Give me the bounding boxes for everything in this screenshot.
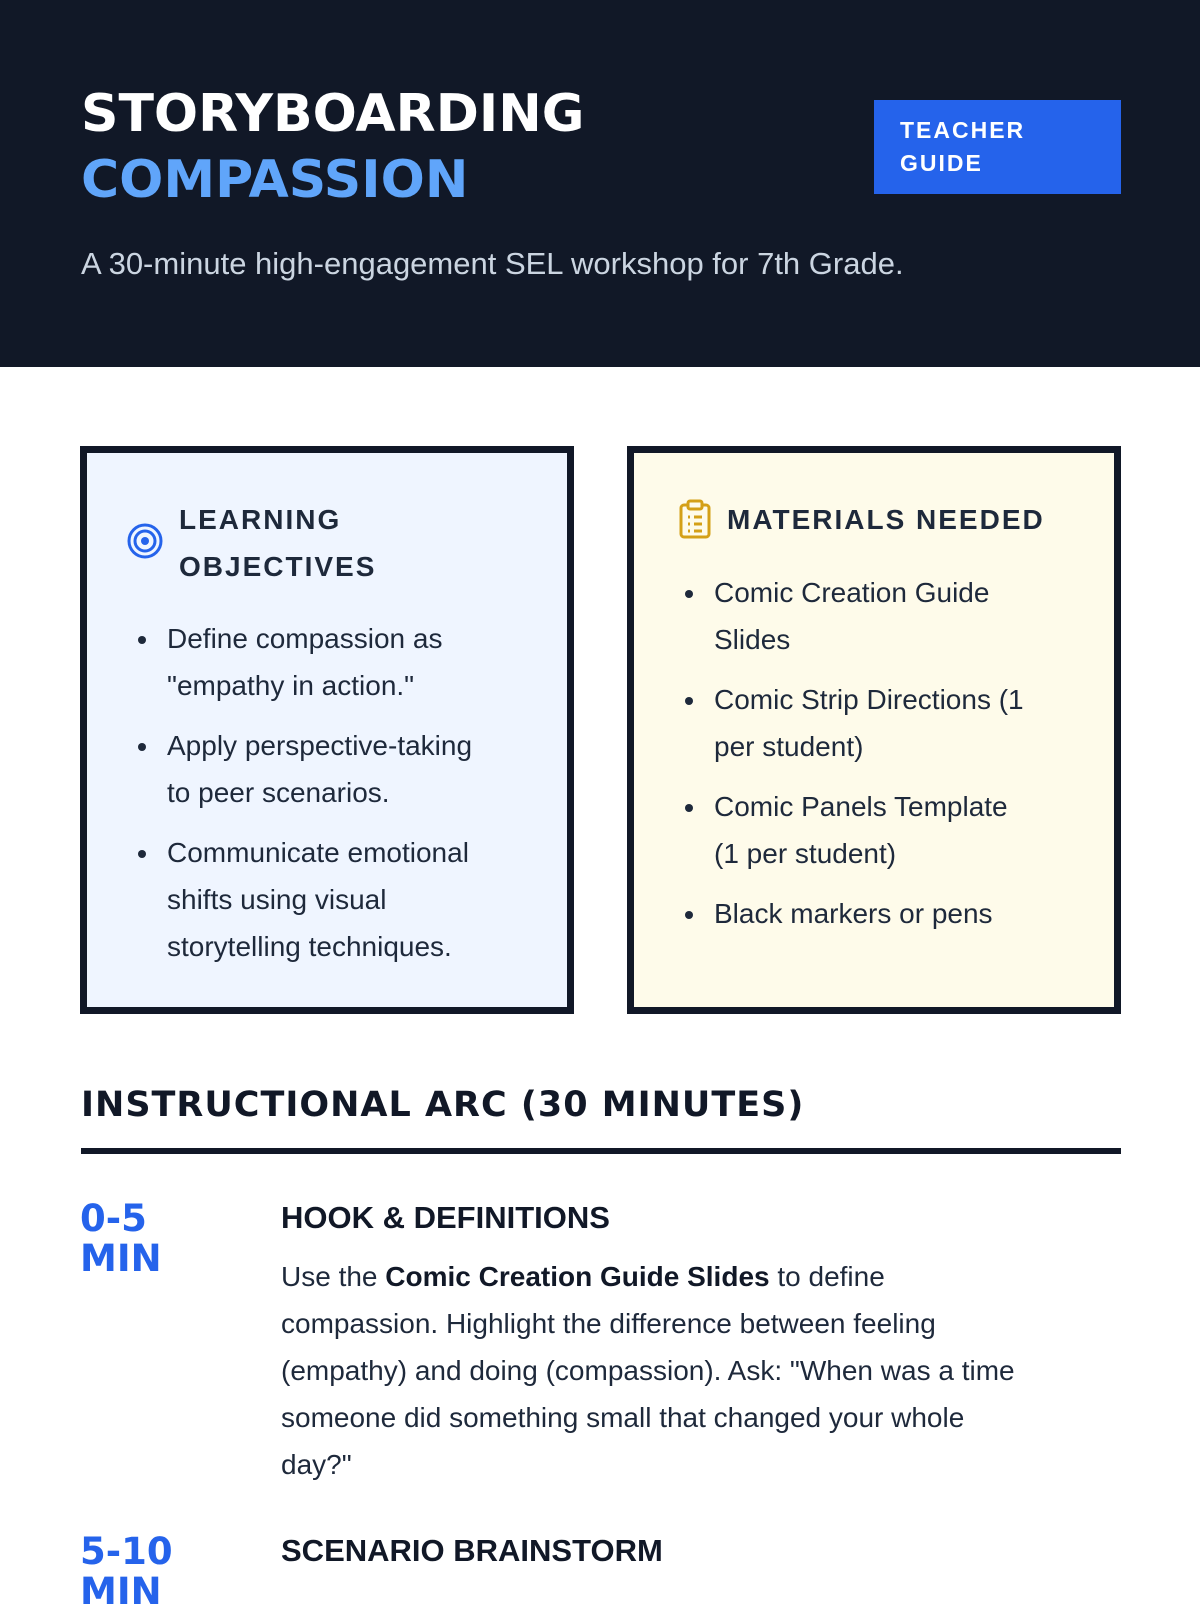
step-body	[281, 1253, 1126, 1488]
page-title-line2: COMPASSION	[81, 150, 469, 210]
list-item	[714, 569, 1024, 663]
materials-reference: Comic Creation Guide Slides	[385, 1261, 770, 1292]
step-body-text: Use the	[281, 1261, 386, 1292]
step-title: HOOK & DEFINITIONS	[281, 1200, 610, 1235]
list-item-line: "empathy in action."	[167, 670, 415, 701]
list-item-line: Communicate emotional	[167, 837, 469, 868]
materials-needed-heading: MATERIALS NEEDED	[727, 504, 1045, 535]
list-item-line: Slides	[714, 624, 791, 655]
teacher-guide-badge	[874, 100, 1121, 194]
clipboard-icon	[678, 499, 712, 544]
list-item-line: Define compassion as	[167, 623, 443, 654]
learning-objectives-heading	[179, 496, 376, 590]
step-time	[80, 1199, 260, 1279]
list-item-line: Black markers or pens	[714, 898, 993, 929]
list-item-line: Apply perspective-taking	[167, 730, 473, 761]
list-item	[714, 676, 1024, 770]
list-item-line: (1 per student)	[714, 838, 897, 869]
list-item	[167, 722, 472, 816]
badge-line1: TEACHER	[900, 117, 1026, 143]
list-item-line: to peer scenarios.	[167, 777, 390, 808]
objectives-list	[167, 615, 472, 983]
list-item	[167, 615, 472, 709]
step-title: SCENARIO BRAINSTORM	[281, 1533, 663, 1568]
page-header	[0, 0, 1200, 367]
materials-needed-card	[627, 446, 1121, 1014]
step-body-text: to define	[769, 1261, 885, 1292]
step-time-line: 5-10	[80, 1530, 173, 1573]
step-body-line: someone did something small that changed your whole	[281, 1402, 965, 1433]
section-divider	[81, 1148, 1121, 1154]
list-item-line: storytelling techniques.	[167, 931, 452, 962]
learning-objectives-card	[80, 446, 574, 1014]
materials-list	[714, 569, 1024, 950]
list-item-line: shifts using visual	[167, 884, 387, 915]
step-body-line	[281, 1253, 1126, 1300]
badge-line2: GUIDE	[900, 150, 983, 176]
target-icon	[127, 523, 163, 564]
step-time	[80, 1532, 260, 1612]
list-item	[714, 890, 1024, 937]
step-time-line: 0-5	[80, 1197, 147, 1240]
step-time-line: MIN	[80, 1570, 162, 1613]
list-item-line: Comic Strip Directions (1	[714, 684, 1024, 715]
step-time-line: MIN	[80, 1237, 162, 1280]
step-body-line: day?"	[281, 1449, 352, 1480]
page-subtitle: A 30-minute high-engagement SEL workshop for 7th Grade.	[81, 246, 904, 281]
list-item	[167, 829, 472, 970]
page-title-line1: STORYBOARDING	[81, 84, 585, 144]
step-body-line: (empathy) and doing (compassion). Ask: "When was a time	[281, 1355, 1015, 1386]
list-item-line: Comic Creation Guide	[714, 577, 990, 608]
heading-line: OBJECTIVES	[179, 551, 377, 582]
instructional-arc-heading: INSTRUCTIONAL ARC (30 MINUTES)	[81, 1085, 805, 1125]
step-body-line: compassion. Highlight the difference between feeling	[281, 1308, 936, 1339]
heading-line: LEARNING	[179, 504, 342, 535]
list-item-line: Comic Panels Template	[714, 791, 1008, 822]
list-item	[714, 783, 1024, 877]
list-item-line: per student)	[714, 731, 864, 762]
